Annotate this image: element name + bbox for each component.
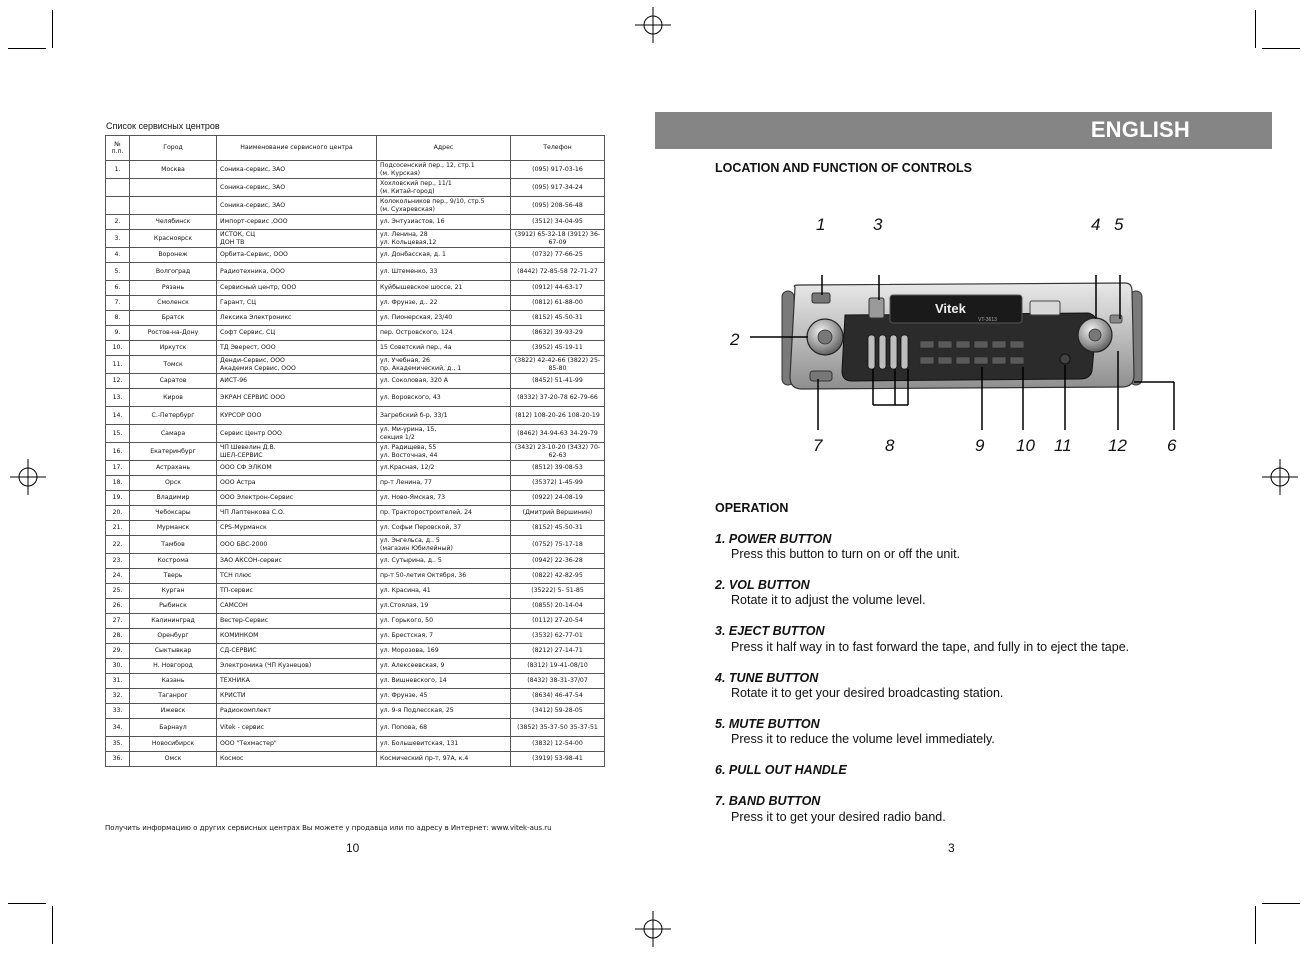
row-address: ул. Штеменко, 33 bbox=[377, 263, 511, 281]
service-centers-table bbox=[105, 135, 605, 767]
table-row bbox=[106, 689, 605, 704]
item-desc-band: Press it to get your desired radio band. bbox=[731, 810, 946, 824]
table-row bbox=[106, 281, 605, 296]
row-center-name: КРИСТИ bbox=[217, 689, 377, 704]
row-city: Ижевск bbox=[130, 704, 217, 719]
row-number: 36. bbox=[106, 752, 130, 767]
row-address: ул. Алексеевская, 9 bbox=[377, 659, 511, 674]
row-number: 32. bbox=[106, 689, 130, 704]
header-city: Город bbox=[130, 136, 217, 161]
row-phone: (8634) 46-47-54 bbox=[511, 689, 605, 704]
item-desc-eject: Press it half way in to fast forward the tape, and fully in to eject the tape. bbox=[731, 640, 1130, 654]
tune-knob-center bbox=[1089, 329, 1101, 341]
row-address: пр-т Ленина, 77 bbox=[377, 476, 511, 491]
row-center-name: ТП-сервис bbox=[217, 584, 377, 599]
row-city: Омск bbox=[130, 752, 217, 767]
row-address: ул. Донбасская, д. 1 bbox=[377, 248, 511, 263]
row-phone: (3412) 59-28-05 bbox=[511, 704, 605, 719]
page-number-right: 3 bbox=[948, 841, 955, 855]
table-row bbox=[106, 644, 605, 659]
row-phone: (3832) 12-54-00 bbox=[511, 737, 605, 752]
row-phone: (3852) 35-37-50 35-37-51 bbox=[511, 719, 605, 737]
row-center-name: Вестер-Сервис bbox=[217, 614, 377, 629]
row-center-name: Соника-сервис, ЗАО bbox=[217, 161, 377, 179]
row-center-name: ООО БВС-2000 bbox=[217, 536, 377, 554]
table-row bbox=[106, 341, 605, 356]
row-phone: (8152) 45-50-31 bbox=[511, 311, 605, 326]
row-number: 3. bbox=[106, 230, 130, 248]
radio-brand-logo: Vitek bbox=[935, 301, 966, 316]
row-center-name: Электроника (ЧП Кузнецов) bbox=[217, 659, 377, 674]
row-number: 23. bbox=[106, 554, 130, 569]
row-phone: (8462) 34-94-63 34-29-79 bbox=[511, 425, 605, 443]
table-row bbox=[106, 230, 605, 248]
row-number: 2. bbox=[106, 215, 130, 230]
table-row bbox=[106, 491, 605, 506]
row-city: Волгоград bbox=[130, 263, 217, 281]
item-title-band: 7. BAND BUTTON bbox=[715, 794, 821, 808]
row-phone: (3822) 42-42-66 (3822) 25-85-80 bbox=[511, 356, 605, 374]
row-center-name: ООО Электрон-Сервис bbox=[217, 491, 377, 506]
row-number: 20. bbox=[106, 506, 130, 521]
row-center-name: СД-СЕРВИС bbox=[217, 644, 377, 659]
row-address: ул.Красная, 12/2 bbox=[377, 461, 511, 476]
language-banner bbox=[655, 112, 1272, 149]
row-city: Иркутск bbox=[130, 341, 217, 356]
row-number: 22. bbox=[106, 536, 130, 554]
row-center-name: ТЕХНИКА bbox=[217, 674, 377, 689]
header-phone: Телефон bbox=[511, 136, 605, 161]
row-phone: (095) 208-56-48 bbox=[511, 197, 605, 215]
row-phone: (0812) 61-88-00 bbox=[511, 296, 605, 311]
row-phone: (3912) 65-32-18 (3912) 36-67-09 bbox=[511, 230, 605, 248]
row-city bbox=[130, 197, 217, 215]
row-number: 4. bbox=[106, 248, 130, 263]
row-phone: (3512) 34-04-95 bbox=[511, 215, 605, 230]
row-number: 15. bbox=[106, 425, 130, 443]
table-row bbox=[106, 506, 605, 521]
table-row bbox=[106, 614, 605, 629]
row-number: 9. bbox=[106, 326, 130, 341]
callout-1: 1 bbox=[816, 215, 826, 234]
row-city: Рыбинск bbox=[130, 599, 217, 614]
item-desc-tune: Rotate it to get your desired broadcasting station. bbox=[731, 686, 1004, 700]
row-center-name: Гарант, СЦ bbox=[217, 296, 377, 311]
table-row bbox=[106, 179, 605, 197]
table-row bbox=[106, 263, 605, 281]
language-banner-text: ENGLISH bbox=[1090, 117, 1190, 142]
callout-9: 9 bbox=[975, 436, 985, 455]
table-row bbox=[106, 674, 605, 689]
callout-8: 8 bbox=[885, 436, 895, 455]
row-city: Казань bbox=[130, 674, 217, 689]
item-desc-mute: Press it to reduce the volume level immediately. bbox=[731, 732, 995, 746]
row-number: 24. bbox=[106, 569, 130, 584]
row-city: Барнаул bbox=[130, 719, 217, 737]
row-address: ул. Соколовая, 320 А bbox=[377, 374, 511, 389]
row-number: 29. bbox=[106, 644, 130, 659]
row-center-name: Соника-сервис, ЗАО bbox=[217, 197, 377, 215]
row-phone: (3432) 23-10-20 (3432) 70-62-63 bbox=[511, 443, 605, 461]
row-city: Тверь bbox=[130, 569, 217, 584]
row-center-name: Сервисный центр, ООО bbox=[217, 281, 377, 296]
row-address: Загребский б-р, 33/1 bbox=[377, 407, 511, 425]
row-city: Оренбург bbox=[130, 629, 217, 644]
row-center-name: ТД Эверест, ООО bbox=[217, 341, 377, 356]
aux-jack[interactable] bbox=[1060, 354, 1070, 364]
row-city: Саратов bbox=[130, 374, 217, 389]
row-number: 34. bbox=[106, 719, 130, 737]
row-phone: (3952) 45-19-11 bbox=[511, 341, 605, 356]
row-phone: (095) 917-03-16 bbox=[511, 161, 605, 179]
row-phone: (0922) 24-08-19 bbox=[511, 491, 605, 506]
row-city: Н. Новгород bbox=[130, 659, 217, 674]
header-address: Адрес bbox=[377, 136, 511, 161]
row-center-name: ЗАО АКСОН-сервис bbox=[217, 554, 377, 569]
row-address: ул. Софьи Перовской, 37 bbox=[377, 521, 511, 536]
operation-title: OPERATION bbox=[715, 501, 789, 515]
row-address: ул. Вишневского, 14 bbox=[377, 674, 511, 689]
radio-model-label: VT-3613 bbox=[978, 317, 997, 323]
row-number: 28. bbox=[106, 629, 130, 644]
row-address: ул. Попова, 68 bbox=[377, 719, 511, 737]
row-address: ул. Горького, 50 bbox=[377, 614, 511, 629]
table-row bbox=[106, 737, 605, 752]
row-phone: (3532) 62-77-01 bbox=[511, 629, 605, 644]
row-address: ул. Фрунзе, д.. 22 bbox=[377, 296, 511, 311]
row-center-name: САМСОН bbox=[217, 599, 377, 614]
registration-mark-right bbox=[1262, 459, 1298, 495]
row-address: ул. Пионерская, 23/40 bbox=[377, 311, 511, 326]
row-number: 7. bbox=[106, 296, 130, 311]
row-phone: (35372) 1-45-99 bbox=[511, 476, 605, 491]
crop-mark bbox=[1262, 48, 1300, 49]
item-title-eject: 3. EJECT BUTTON bbox=[715, 624, 825, 638]
row-city: Курган bbox=[130, 584, 217, 599]
row-phone: (3919) 53-98-41 bbox=[511, 752, 605, 767]
row-center-name: Импорт-сервис ,ООО bbox=[217, 215, 377, 230]
row-city: Томск bbox=[130, 356, 217, 374]
row-center-name: Радиотехника, ООО bbox=[217, 263, 377, 281]
table-row bbox=[106, 161, 605, 179]
row-phone: (8312) 19-41-08/10 bbox=[511, 659, 605, 674]
row-phone: (0912) 44-63-17 bbox=[511, 281, 605, 296]
table-row bbox=[106, 752, 605, 767]
row-center-name: АИСТ-96 bbox=[217, 374, 377, 389]
table-row bbox=[106, 356, 605, 374]
row-number: 6. bbox=[106, 281, 130, 296]
row-number: 8. bbox=[106, 311, 130, 326]
row-city: Самара bbox=[130, 425, 217, 443]
table-title: Список сервисных центров bbox=[106, 121, 220, 131]
car-radio-illustration bbox=[740, 275, 1200, 435]
row-center-name: Лексика Электроникс bbox=[217, 311, 377, 326]
table-row bbox=[106, 476, 605, 491]
table-row bbox=[106, 521, 605, 536]
row-center-name: ООО СФ ЭЛКОМ bbox=[217, 461, 377, 476]
item-desc-vol: Rotate it to adjust the volume level. bbox=[731, 593, 926, 607]
row-address: ул. Фрунзе, 45 bbox=[377, 689, 511, 704]
crop-mark bbox=[1255, 10, 1256, 48]
callout-10: 10 bbox=[1016, 436, 1035, 455]
table-row bbox=[106, 197, 605, 215]
table-row bbox=[106, 443, 605, 461]
vol-knob-center bbox=[818, 330, 832, 344]
row-city: Киров bbox=[130, 389, 217, 407]
row-center-name: CPS-Мурманск bbox=[217, 521, 377, 536]
row-address: ул. Брестская, 7 bbox=[377, 629, 511, 644]
row-address: Хохловский пер., 11/1 (м. Китай-город) bbox=[377, 179, 511, 197]
row-number: 25. bbox=[106, 584, 130, 599]
row-center-name: ИСТОК, СЦ ДОН ТВ bbox=[217, 230, 377, 248]
row-number bbox=[106, 179, 130, 197]
row-city: Калининград bbox=[130, 614, 217, 629]
row-address: ул. Ново-Ямская, 73 bbox=[377, 491, 511, 506]
row-phone: (8152) 45-50-31 bbox=[511, 521, 605, 536]
table-header-row bbox=[106, 136, 605, 161]
row-center-name: Орбита-Сервис, ООО bbox=[217, 248, 377, 263]
callout-5: 5 bbox=[1114, 215, 1124, 234]
row-phone: (8452) 51-41-99 bbox=[511, 374, 605, 389]
row-number: 31. bbox=[106, 674, 130, 689]
row-address: ул.Стоялая, 19 bbox=[377, 599, 511, 614]
row-city: Мурманск bbox=[130, 521, 217, 536]
row-address: ул. Ленина, 28 ул. Кольцевая,12 bbox=[377, 230, 511, 248]
row-center-name: КОМИНКОМ bbox=[217, 629, 377, 644]
row-city: Кострома bbox=[130, 554, 217, 569]
callout-7: 7 bbox=[813, 436, 823, 455]
crop-mark bbox=[1262, 903, 1300, 904]
row-phone: (0822) 42-82-95 bbox=[511, 569, 605, 584]
row-address: ул. Красина, 41 bbox=[377, 584, 511, 599]
row-phone: (0752) 75-17-18 bbox=[511, 536, 605, 554]
row-number: 16. bbox=[106, 443, 130, 461]
header-name: Наименование сервисного центра bbox=[217, 136, 377, 161]
row-city: Ростов-на-Дону bbox=[130, 326, 217, 341]
row-city: Новосибирск bbox=[130, 737, 217, 752]
row-center-name: Софт Сервис, СЦ bbox=[217, 326, 377, 341]
row-center-name: Денди-Сервис, ООО Академия Сервис, ООО bbox=[217, 356, 377, 374]
table-row bbox=[106, 407, 605, 425]
row-address: ул. 9-я Подлесская, 25 bbox=[377, 704, 511, 719]
row-phone: (095) 917-34-24 bbox=[511, 179, 605, 197]
row-city bbox=[130, 179, 217, 197]
row-center-name: ООО Астра bbox=[217, 476, 377, 491]
table-row bbox=[106, 584, 605, 599]
row-center-name: ООО "Техмастер" bbox=[217, 737, 377, 752]
callout-3: 3 bbox=[873, 215, 883, 234]
row-address: ул. Ми-урина, 15, секция 1/2 bbox=[377, 425, 511, 443]
table-row bbox=[106, 389, 605, 407]
row-city: Рязань bbox=[130, 281, 217, 296]
row-address: ул. Радищева, 55 ул. Восточная, 44 bbox=[377, 443, 511, 461]
table-row bbox=[106, 719, 605, 737]
row-address: Космический пр-т, 97А, к.4 bbox=[377, 752, 511, 767]
callout-2: 2 bbox=[730, 330, 740, 349]
row-number: 17. bbox=[106, 461, 130, 476]
row-address: ул. Учебная, 26 пр. Академический, д., 1 bbox=[377, 356, 511, 374]
row-city: С.-Петербург bbox=[130, 407, 217, 425]
row-phone: (35222) 5- 51-85 bbox=[511, 584, 605, 599]
row-address: пр. Тракторостроителей, 24 bbox=[377, 506, 511, 521]
callout-4: 4 bbox=[1091, 215, 1101, 234]
page-number-left: 10 bbox=[346, 841, 360, 855]
row-city: Орск bbox=[130, 476, 217, 491]
table-row bbox=[106, 326, 605, 341]
row-number: 10. bbox=[106, 341, 130, 356]
table-row bbox=[106, 374, 605, 389]
row-number: 19. bbox=[106, 491, 130, 506]
item-title-tune: 4. TUNE BUTTON bbox=[715, 671, 819, 685]
row-city: Владимир bbox=[130, 491, 217, 506]
row-address: Подсосенский пер., 12, стр.1 (м. Курская) bbox=[377, 161, 511, 179]
controls-title: LOCATION AND FUNCTION OF CONTROLS bbox=[715, 161, 972, 175]
row-address: ул. Воровского, 43 bbox=[377, 389, 511, 407]
row-center-name: ТСН плюс bbox=[217, 569, 377, 584]
row-center-name: ЧП Лаптенкова С.О. bbox=[217, 506, 377, 521]
row-center-name: Vitek - сервис bbox=[217, 719, 377, 737]
row-number bbox=[106, 197, 130, 215]
table-row bbox=[106, 248, 605, 263]
row-number: 26. bbox=[106, 599, 130, 614]
tape-door-button[interactable] bbox=[1030, 301, 1060, 315]
row-phone: (0112) 27-20-54 bbox=[511, 614, 605, 629]
row-number: 13. bbox=[106, 389, 130, 407]
row-phone: (8432) 38-31-37/07 bbox=[511, 674, 605, 689]
row-city: Воронеж bbox=[130, 248, 217, 263]
row-number: 27. bbox=[106, 614, 130, 629]
row-number: 21. bbox=[106, 521, 130, 536]
row-city: Смоленск bbox=[130, 296, 217, 311]
row-city: Сыктывкар bbox=[130, 644, 217, 659]
table-row bbox=[106, 536, 605, 554]
item-title-vol: 2. VOL BUTTON bbox=[715, 578, 810, 592]
row-address: ул. Сутырина, д.. 5 bbox=[377, 554, 511, 569]
row-phone: (0732) 77-66-25 bbox=[511, 248, 605, 263]
table-row bbox=[106, 569, 605, 584]
row-address: ул. Морозова, 169 bbox=[377, 644, 511, 659]
power-button[interactable] bbox=[812, 293, 830, 303]
table-row bbox=[106, 215, 605, 230]
row-phone: (8512) 39-08-53 bbox=[511, 461, 605, 476]
row-address: ул. Энтузиастов, 16 bbox=[377, 215, 511, 230]
row-number: 12. bbox=[106, 374, 130, 389]
row-number: 18. bbox=[106, 476, 130, 491]
row-number: 11. bbox=[106, 356, 130, 374]
row-phone: (8632) 39-93-29 bbox=[511, 326, 605, 341]
row-address: пр-т 50-летия Октября, 36 bbox=[377, 569, 511, 584]
row-city: Таганрог bbox=[130, 689, 217, 704]
row-number: 30. bbox=[106, 659, 130, 674]
row-city: Астрахань bbox=[130, 461, 217, 476]
row-address: Куйбышевское шоссе, 21 bbox=[377, 281, 511, 296]
row-center-name: Соника-сервис, ЗАО bbox=[217, 179, 377, 197]
item-title-mute: 5. MUTE BUTTON bbox=[715, 717, 820, 731]
row-city: Чебоксары bbox=[130, 506, 217, 521]
row-city: Екатеринбург bbox=[130, 443, 217, 461]
row-phone: (8442) 72-85-58 72-71-27 bbox=[511, 263, 605, 281]
row-city: Челябинск bbox=[130, 215, 217, 230]
table-row bbox=[106, 704, 605, 719]
table-row bbox=[106, 554, 605, 569]
crop-mark bbox=[1255, 906, 1256, 944]
item-desc-power: Press this button to turn on or off the unit. bbox=[731, 547, 961, 561]
header-num: № п.п. bbox=[106, 136, 130, 161]
row-phone: (812) 108-20-26 108-20-19 bbox=[511, 407, 605, 425]
table-row bbox=[106, 659, 605, 674]
table-row bbox=[106, 296, 605, 311]
table-row bbox=[106, 629, 605, 644]
row-center-name: Радиокомплект bbox=[217, 704, 377, 719]
row-number: 5. bbox=[106, 263, 130, 281]
row-phone: (0942) 22-36-28 bbox=[511, 554, 605, 569]
row-center-name: ЭКРАН СЕРВИС ООО bbox=[217, 389, 377, 407]
row-city: Тамбов bbox=[130, 536, 217, 554]
callout-11: 11 bbox=[1054, 436, 1072, 455]
item-title-power: 1. POWER BUTTON bbox=[715, 532, 832, 546]
row-number: 33. bbox=[106, 704, 130, 719]
row-phone: (Дмитрий Вершинин) bbox=[511, 506, 605, 521]
row-address: Колокольников пер., 9/10, стр.5 (м. Сухаревская) bbox=[377, 197, 511, 215]
row-center-name: ЧП Шевелин Д.В. ШЕЛ-СЕРВИС bbox=[217, 443, 377, 461]
row-address: 15 Советский пер., 4а bbox=[377, 341, 511, 356]
band-button[interactable] bbox=[810, 371, 832, 381]
row-center-name: Сервис Центр ООО bbox=[217, 425, 377, 443]
footer-note: Получить информацию о других сервисных центрах Вы можете у продавца или по адресу в Интернет: www.vitek-aus.ru bbox=[105, 824, 552, 832]
row-number: 35. bbox=[106, 737, 130, 752]
row-address: ул. Большевитская, 131 bbox=[377, 737, 511, 752]
table-row bbox=[106, 425, 605, 443]
row-center-name: КУРСОР ООО bbox=[217, 407, 377, 425]
row-city: Красноярск bbox=[130, 230, 217, 248]
table-body bbox=[106, 161, 605, 767]
table-row bbox=[106, 311, 605, 326]
row-city: Москва bbox=[130, 161, 217, 179]
callout-6: 6 bbox=[1167, 436, 1177, 455]
row-address: пер. Островского, 124 bbox=[377, 326, 511, 341]
row-number: 14. bbox=[106, 407, 130, 425]
eject-button[interactable] bbox=[869, 298, 884, 318]
callout-12: 12 bbox=[1108, 436, 1127, 455]
table-row bbox=[106, 461, 605, 476]
row-number: 1. bbox=[106, 161, 130, 179]
row-address: ул. Энгельса, д.. 5 (магазин Юбилейный) bbox=[377, 536, 511, 554]
row-phone: (0855) 20-14-04 bbox=[511, 599, 605, 614]
row-city: Братск bbox=[130, 311, 217, 326]
row-phone: (8212) 27-14-71 bbox=[511, 644, 605, 659]
row-phone: (8332) 37-20-78 62-79-66 bbox=[511, 389, 605, 407]
table-row bbox=[106, 599, 605, 614]
item-title-handle: 6. PULL OUT HANDLE bbox=[715, 763, 847, 777]
row-center-name: Космос bbox=[217, 752, 377, 767]
